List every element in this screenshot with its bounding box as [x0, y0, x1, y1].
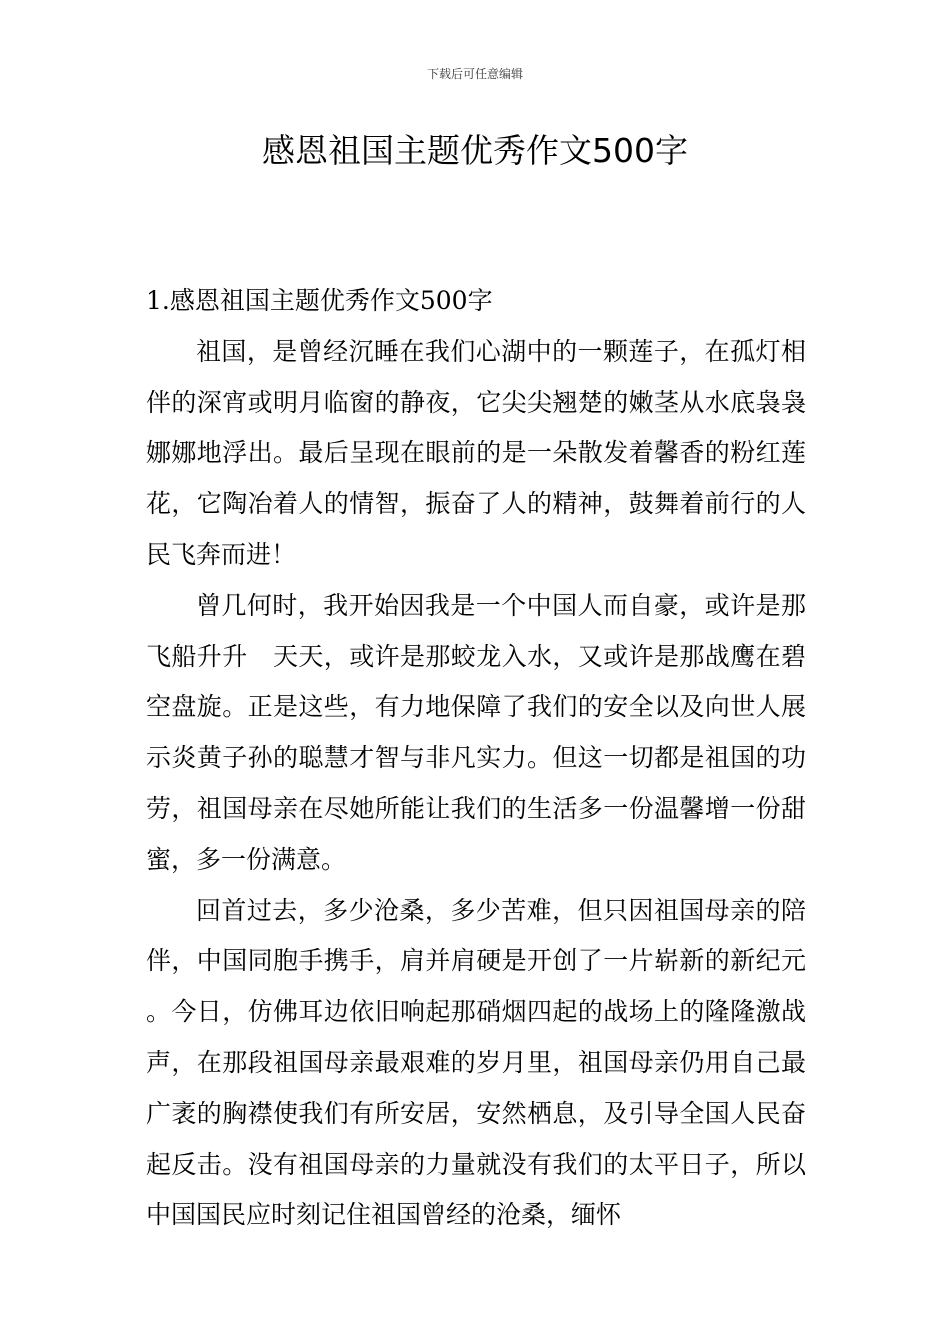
document-title: 感恩祖国主题优秀作文500字: [262, 131, 688, 170]
paragraph-3: 回首过去，多少沧桑，多少苦难，但只因祖国母亲的陪伴，中国同胞手携手，肩并肩硬是开创了一片崭新的新纪元。今日，仿佛耳边依旧响起那硝烟四起的战场上的隆隆激战声，在那段祖国母亲最艰难的岁月里，祖国母亲仍用自己最广袤的胸襟使我们有所安居，安然栖息，及引导全国人民奋起反击。没有祖国母亲的力量就没有我们的太平日子，所以中国国民应时刻记住祖国曾经的沧桑，缅怀: [146, 895, 806, 1230]
document-body: [146, 276, 806, 1241]
paragraph-1: 祖国，是曾经沉睡在我们心湖中的一颗莲子，在孤灯相伴的深宵或明月临窗的静夜，它尖尖翘楚的嫩茎从水底袅袅娜娜地浮出。最后呈现在眼前的是一朵散发着馨香的粉红莲花，它陶冶着人的情智，振奋了人的精神，鼓舞着前行的人民飞奔而进！: [146, 336, 806, 569]
paragraph-2: 曾几何时，我开始因我是一个中国人而自豪，或许是那飞船升升 天天，或许是那蛟龙入水，又或许是那战鹰在碧空盘旋。正是这些，有力地保障了我们的安全以及向世人展示炎黄子孙的聪慧才智与非凡实力。但这一切都是祖国的功劳，祖国母亲在尽她所能让我们的生活多一份温馨增一份甜蜜，多一份满意。: [146, 590, 806, 874]
header-note: 下载后可任意编辑: [426, 67, 523, 81]
section-heading: 1.感恩祖国主题优秀作文500字: [146, 286, 493, 315]
